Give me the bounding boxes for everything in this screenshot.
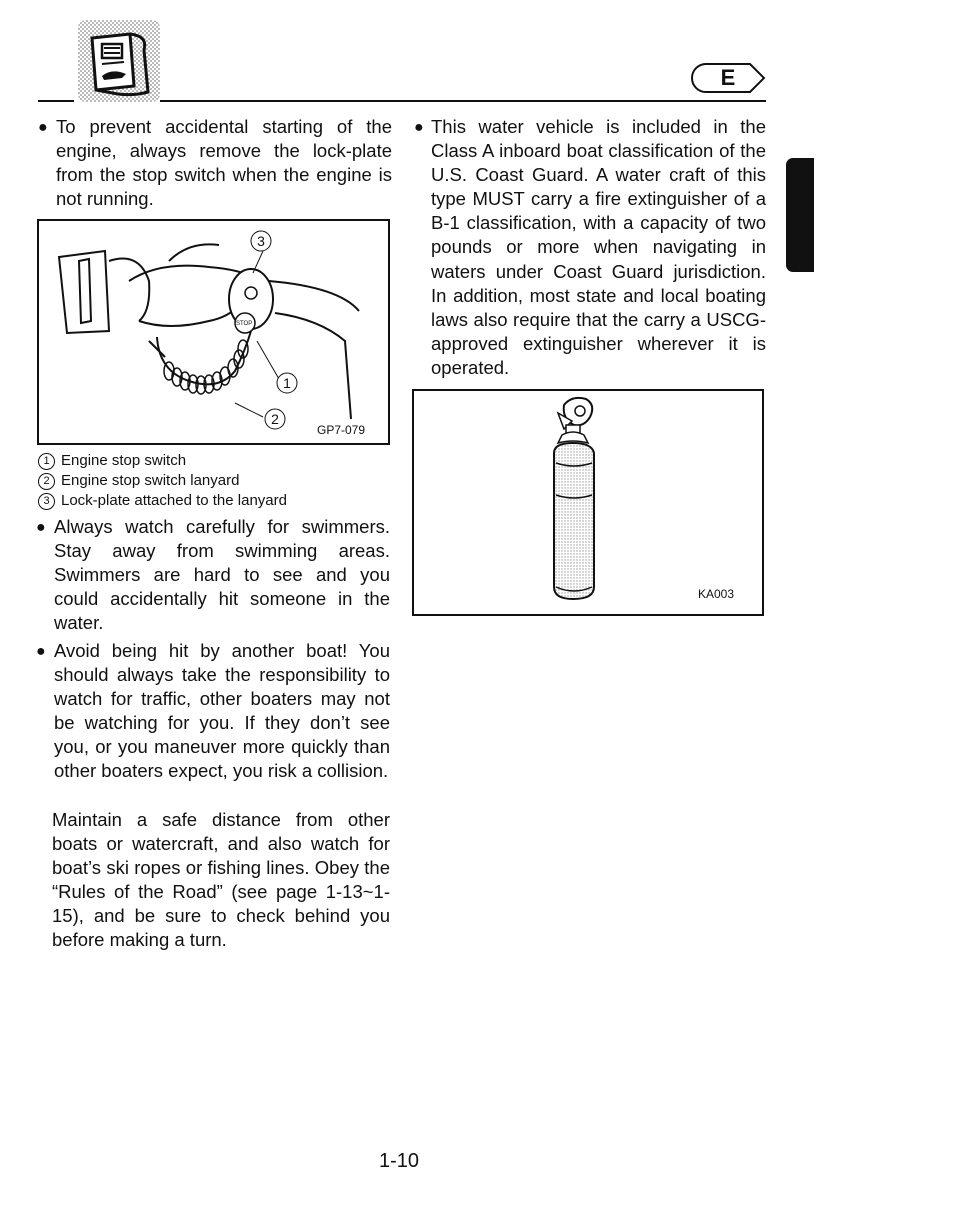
paragraph-swimmers: Always watch carefully for swimmers. Stay away from swimming areas. Swimmers are hard to see and you could accidentally hit someone in the water. <box>54 516 390 634</box>
bullet-4: ● <box>414 119 424 136</box>
paragraph-fire-extinguisher: This water vehicle is included in the Class A inboard boat classification of the U.S. Coast Guard. A water craft of this type MUST carry a fire extinguisher of a B-1 classification, with a capacity of two pounds or more when navigating in waters under Coast Guard jurisdiction. In addition, most state and local boating laws also require that the carry a USCG-approved extinguisher wherever it is operated. <box>431 116 766 378</box>
legend-item-2 <box>38 471 239 491</box>
legend-text-2: Engine stop switch lanyard <box>61 472 240 489</box>
paragraph-safe-distance: Maintain a safe distance from other boats or watercraft, and also watch for boat’s ski ropes or fishing lines. Obey the “Rules of the Road” (see page 1-13~1-15), and be sure to check behind you before making a turn. <box>52 809 390 951</box>
header-rule-right <box>160 100 766 102</box>
legend-num-1: 1 <box>38 453 55 470</box>
switch-stop-label: STOP <box>236 321 253 327</box>
figure-code-ka003: KA003 <box>698 587 735 601</box>
callout-3: 3 <box>257 233 265 249</box>
callout-2: 2 <box>271 411 279 427</box>
bullet-3: ● <box>36 643 46 660</box>
legend-num-3: 3 <box>38 493 55 510</box>
paragraph-avoid-collision: Avoid being hit by another boat! You should always take the responsibility to watch for traffic, other boaters may not be watching for you. If they don’t see you, or you maneuver more quickly than other boaters expect, you risk a collision. <box>54 640 390 782</box>
header-rule-left <box>38 100 74 102</box>
legend-item-3 <box>38 491 287 511</box>
legend-text-3: Lock-plate attached to the lanyard <box>61 492 287 509</box>
page-number: 1-10 <box>378 1150 420 1172</box>
bullet-2: ● <box>36 519 46 536</box>
figure-engine-stop-switch <box>37 219 390 445</box>
legend-text-1: Engine stop switch <box>61 452 187 469</box>
figure-code-gp7-079: GP7-079 <box>317 423 366 437</box>
section-tab-marker <box>786 158 814 272</box>
fire-extinguisher-illustration <box>414 391 762 614</box>
paragraph-lock-plate: To prevent accidental starting of the engine, always remove the lock-plate from the stop switch when the engine is not running. <box>56 116 392 210</box>
manual-book-icon <box>78 20 160 102</box>
language-badge <box>690 62 766 94</box>
legend-num-2: 2 <box>38 473 55 490</box>
callout-1: 1 <box>283 375 291 391</box>
engine-stop-switch-illustration <box>39 221 388 443</box>
figure-fire-extinguisher <box>412 389 764 616</box>
legend-item-1 <box>38 451 186 471</box>
bullet-1: ● <box>38 119 48 136</box>
language-code: E <box>720 65 736 90</box>
